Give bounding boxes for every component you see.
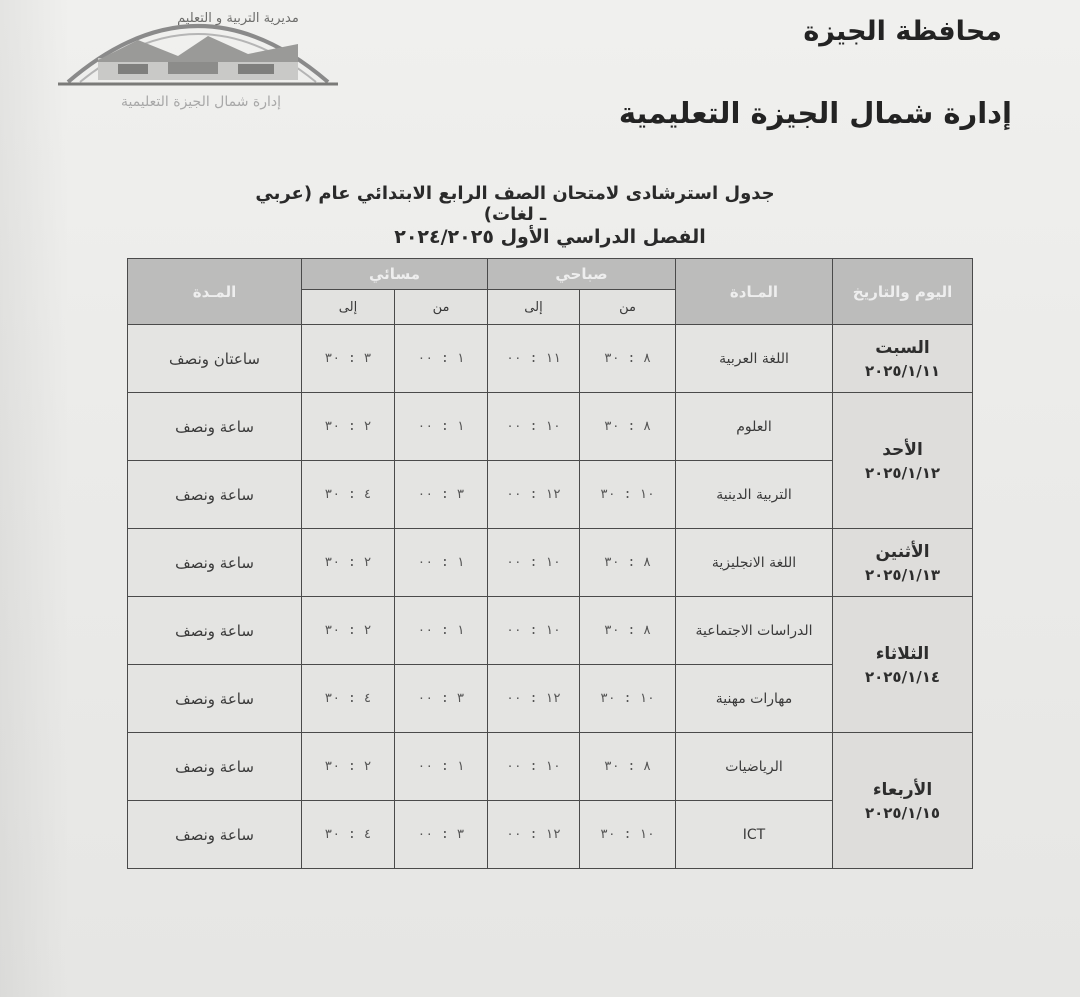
evening-to-cell: ٤ : ٣٠: [302, 665, 395, 733]
evening-to-cell: ٤ : ٣٠: [302, 801, 395, 869]
morning-to-cell: ١٠ : ٠٠: [488, 733, 580, 801]
header-subject: المـادة: [676, 259, 833, 325]
semester-title: الفصل الدراسي الأول ٢٠٢٤/٢٠٢٥: [394, 226, 706, 248]
evening-to-cell: ٢ : ٣٠: [302, 529, 395, 597]
morning-from-cell: ١٠ : ٣٠: [580, 461, 676, 529]
day-name: الأثنين: [875, 541, 930, 562]
evening-to-cell: ٣ : ٣٠: [302, 325, 395, 393]
subject-cell: الدراسات الاجتماعية: [676, 597, 833, 665]
morning-to-cell: ١٢ : ٠٠: [488, 461, 580, 529]
day-date: ٢٠٢٥/١/١٣: [864, 565, 941, 584]
directorate-logo: [58, 0, 338, 92]
morning-to-cell: ١٠ : ٠٠: [488, 597, 580, 665]
page-shadow: [0, 0, 70, 997]
table-row: [128, 529, 973, 597]
header-evening-to: إلى: [302, 290, 395, 325]
day-cell: [833, 529, 973, 597]
day-date: ٢٠٢٥/١/١٢: [864, 463, 941, 482]
subject-cell: ICT: [676, 801, 833, 869]
administration-title: إدارة شمال الجيزة التعليمية: [618, 96, 1012, 130]
header-morning: صباحي: [488, 259, 676, 290]
subject-cell: العلوم: [676, 393, 833, 461]
day-name: الأحد: [882, 439, 923, 460]
table-row: [128, 325, 973, 393]
schedule-title: جدول استرشادى لامتحان الصف الرابع الابتدائي عام (عربي ـ لغات): [255, 183, 775, 225]
subject-cell: اللغة العربية: [676, 325, 833, 393]
evening-to-cell: ٤ : ٣٠: [302, 461, 395, 529]
duration-cell: ساعة ونصف: [128, 393, 302, 461]
morning-to-cell: ١٢ : ٠٠: [488, 665, 580, 733]
duration-cell: ساعة ونصف: [128, 529, 302, 597]
table-row: [128, 393, 973, 461]
morning-from-cell: ٨ : ٣٠: [580, 393, 676, 461]
day-cell: [833, 325, 973, 393]
evening-to-cell: ٢ : ٣٠: [302, 393, 395, 461]
subject-cell: مهارات مهنية: [676, 665, 833, 733]
subject-cell: الرياضيات: [676, 733, 833, 801]
logo-text: مديرية التربية و التعليم: [177, 11, 299, 26]
morning-to-cell: ١٠ : ٠٠: [488, 393, 580, 461]
table-row: [128, 597, 973, 665]
exam-schedule-table: [127, 258, 973, 869]
header-morning-from: من: [580, 290, 676, 325]
evening-from-cell: ١ : ٠٠: [395, 597, 488, 665]
day-cell: [833, 393, 973, 529]
duration-cell: ساعة ونصف: [128, 665, 302, 733]
duration-cell: ساعة ونصف: [128, 597, 302, 665]
evening-from-cell: ١ : ٠٠: [395, 733, 488, 801]
morning-from-cell: ٨ : ٣٠: [580, 529, 676, 597]
header-morning-to: إلى: [488, 290, 580, 325]
subject-cell: التربية الدينية: [676, 461, 833, 529]
duration-cell: ساعة ونصف: [128, 733, 302, 801]
duration-cell: ساعة ونصف: [128, 801, 302, 869]
evening-from-cell: ١ : ٠٠: [395, 325, 488, 393]
day-name: الأربعاء: [872, 779, 933, 800]
subject-cell: اللغة الانجليزية: [676, 529, 833, 597]
day-date: ٢٠٢٥/١/١١: [864, 361, 941, 380]
day-cell: [833, 733, 973, 869]
morning-from-cell: ١٠ : ٣٠: [580, 801, 676, 869]
evening-from-cell: ١ : ٠٠: [395, 393, 488, 461]
duration-cell: ساعة ونصف: [128, 461, 302, 529]
evening-from-cell: ٣ : ٠٠: [395, 665, 488, 733]
header-row: [128, 259, 973, 290]
logo-caption: إدارة شمال الجيزة التعليمية: [120, 94, 281, 110]
morning-to-cell: ١١ : ٠٠: [488, 325, 580, 393]
day-date: ٢٠٢٥/١/١٥: [864, 803, 941, 822]
morning-to-cell: ١٠ : ٠٠: [488, 529, 580, 597]
evening-to-cell: ٢ : ٣٠: [302, 733, 395, 801]
morning-from-cell: ١٠ : ٣٠: [580, 665, 676, 733]
evening-from-cell: ١ : ٠٠: [395, 529, 488, 597]
governorate-title: محافظة الجيزة: [803, 16, 1002, 47]
table-row: [128, 733, 973, 801]
morning-from-cell: ٨ : ٣٠: [580, 733, 676, 801]
day-name: الثلاثاء: [875, 643, 930, 664]
day-cell: [833, 597, 973, 733]
morning-from-cell: ٨ : ٣٠: [580, 325, 676, 393]
evening-from-cell: ٣ : ٠٠: [395, 801, 488, 869]
header-duration: المـدة: [128, 259, 302, 325]
morning-to-cell: ١٢ : ٠٠: [488, 801, 580, 869]
header-evening: مسائي: [302, 259, 488, 290]
day-date: ٢٠٢٥/١/١٤: [864, 667, 941, 686]
evening-to-cell: ٢ : ٣٠: [302, 597, 395, 665]
morning-from-cell: ٨ : ٣٠: [580, 597, 676, 665]
duration-cell: ساعتان ونصف: [128, 325, 302, 393]
header-evening-from: من: [395, 290, 488, 325]
day-name: السبت: [875, 337, 930, 358]
header-day-date: اليوم والتاريخ: [833, 259, 973, 325]
evening-from-cell: ٣ : ٠٠: [395, 461, 488, 529]
